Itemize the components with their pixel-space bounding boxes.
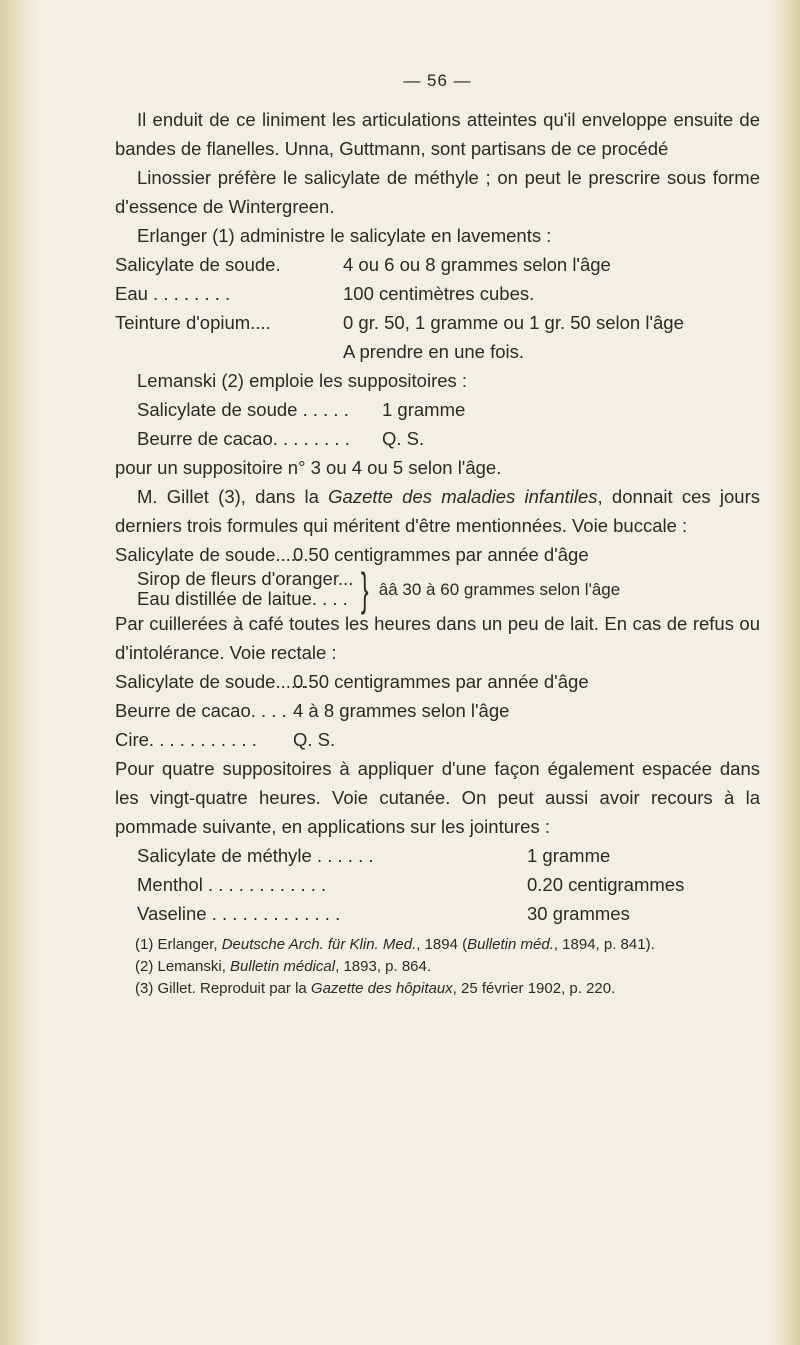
dose: 1 gramme: [382, 399, 466, 420]
formula-line: [115, 308, 760, 337]
ingredient: Beurre de cacao. . . . . . . .: [137, 428, 350, 449]
ingredient: Salicylate de soude . . . . .: [137, 399, 349, 420]
paragraph-6: M. Gillet (3), dans la Gazette des maladies infantiles, donnait ces jours derniers trois formules qui méritent d'être mentionnées. Voie buccale :: [115, 486, 760, 536]
ingredient: Eau . . . . . . . .: [115, 283, 231, 304]
journal-title: Gazette des maladies infantiles: [328, 486, 598, 507]
ingredient: Beurre de cacao. . . .: [115, 700, 287, 721]
dose: 4 ou 6 ou 8 grammes selon l'âge: [343, 254, 611, 275]
ingredient: Salicylate de soude.: [115, 254, 281, 275]
paragraph-1: Il enduit de ce liniment les articulations atteintes qu'il enveloppe ensuite de bandes de flanelles. Unna, Guttmann, sont partisans de ce procédé: [115, 109, 760, 159]
dose: Q. S.: [382, 428, 425, 449]
page-content: [115, 66, 760, 1000]
dose: 30 grammes: [527, 903, 630, 924]
dose: 0.50 centigrammes par année d'âge: [293, 544, 589, 565]
dose: ââ 30 à 60 grammes selon l'âge: [378, 579, 621, 599]
paragraph-4: Lemanski (2) emploie les suppositoires :: [137, 370, 468, 391]
formula-line: [115, 667, 760, 696]
ingredient: Salicylate de soude......: [115, 671, 307, 692]
formula-note: A prendre en une fois.: [343, 341, 525, 362]
paragraph-8: Pour quatre suppositoires à appliquer d'une façon également espacée dans les vingt-quatre heures. Voie cutanée. On peut aussi avoir recours à la pommade suivante, en applications sur les jointures :: [115, 758, 760, 837]
dose: 100 centimètres cubes.: [343, 283, 535, 304]
page-number: — 56 —: [403, 71, 472, 90]
footnote: (1) Erlanger, Deutsche Arch. für Klin. Med., 1894 (Bulletin méd., 1894, p. 841).: [135, 936, 655, 953]
formula-line: [115, 250, 760, 279]
formula-line: [137, 841, 760, 870]
paragraph-2: Linossier préfère le salicylate de méthyle ; on peut le prescrire sous forme d'essence de Wintergreen.: [115, 167, 760, 217]
page-edge-left: [0, 0, 36, 1345]
dose: 4 à 8 grammes selon l'âge: [293, 700, 510, 721]
paragraph-5: pour un suppositoire n° 3 ou 4 ou 5 selon l'âge.: [115, 457, 502, 478]
formula-line: [115, 540, 760, 569]
brace-symbol: }: [361, 563, 369, 615]
formula-line: [115, 725, 760, 754]
brace-formula: [115, 563, 760, 615]
dose: 1 gramme: [527, 845, 611, 866]
lemanski-formula: [115, 395, 760, 453]
ingredient: Vaseline . . . . . . . . . . . . .: [137, 903, 341, 924]
formula-line: [115, 696, 760, 725]
rectal-formula: [115, 667, 760, 754]
formula-line: [137, 395, 760, 424]
dose: 0 gr. 50, 1 gramme ou 1 gr. 50 selon l'âge: [343, 312, 684, 333]
formula-line: [137, 899, 760, 928]
ingredient: Eau distillée de laitue. . . .: [137, 588, 348, 609]
footnotes: [115, 934, 760, 1000]
paragraph-3: Erlanger (1) administre le salicylate en lavements :: [137, 225, 552, 246]
footnote: (3) Gillet. Reproduit par la Gazette des hôpitaux, 25 février 1902, p. 220.: [135, 980, 616, 997]
ingredient: Salicylate de méthyle . . . . . .: [137, 845, 374, 866]
ingredient: Cire. . . . . . . . . . .: [115, 729, 257, 750]
paragraph-7: Par cuillerées à café toutes les heures dans un peu de lait. En cas de refus ou d'intolérance. Voie rectale :: [115, 613, 760, 663]
formula-line: [137, 424, 760, 453]
formula-line: [137, 870, 760, 899]
erlanger-formula: [115, 250, 760, 366]
dose: 0.50 centigrammes par année d'âge: [293, 671, 589, 692]
ingredient: Menthol . . . . . . . . . . . .: [137, 874, 327, 895]
formula-line: [115, 279, 760, 308]
dose: 0.20 centigrammes: [527, 874, 685, 895]
footnote: (2) Lemanski, Bulletin médical, 1893, p. 864.: [135, 958, 432, 975]
dose: Q. S.: [293, 729, 336, 750]
ingredient: Sirop de fleurs d'oranger...: [137, 568, 354, 589]
ingredient: Teinture d'opium....: [115, 312, 271, 333]
pommade-formula: [115, 841, 760, 928]
page-edge-right: [772, 0, 800, 1345]
ingredient: Salicylate de soude.....: [115, 544, 302, 565]
